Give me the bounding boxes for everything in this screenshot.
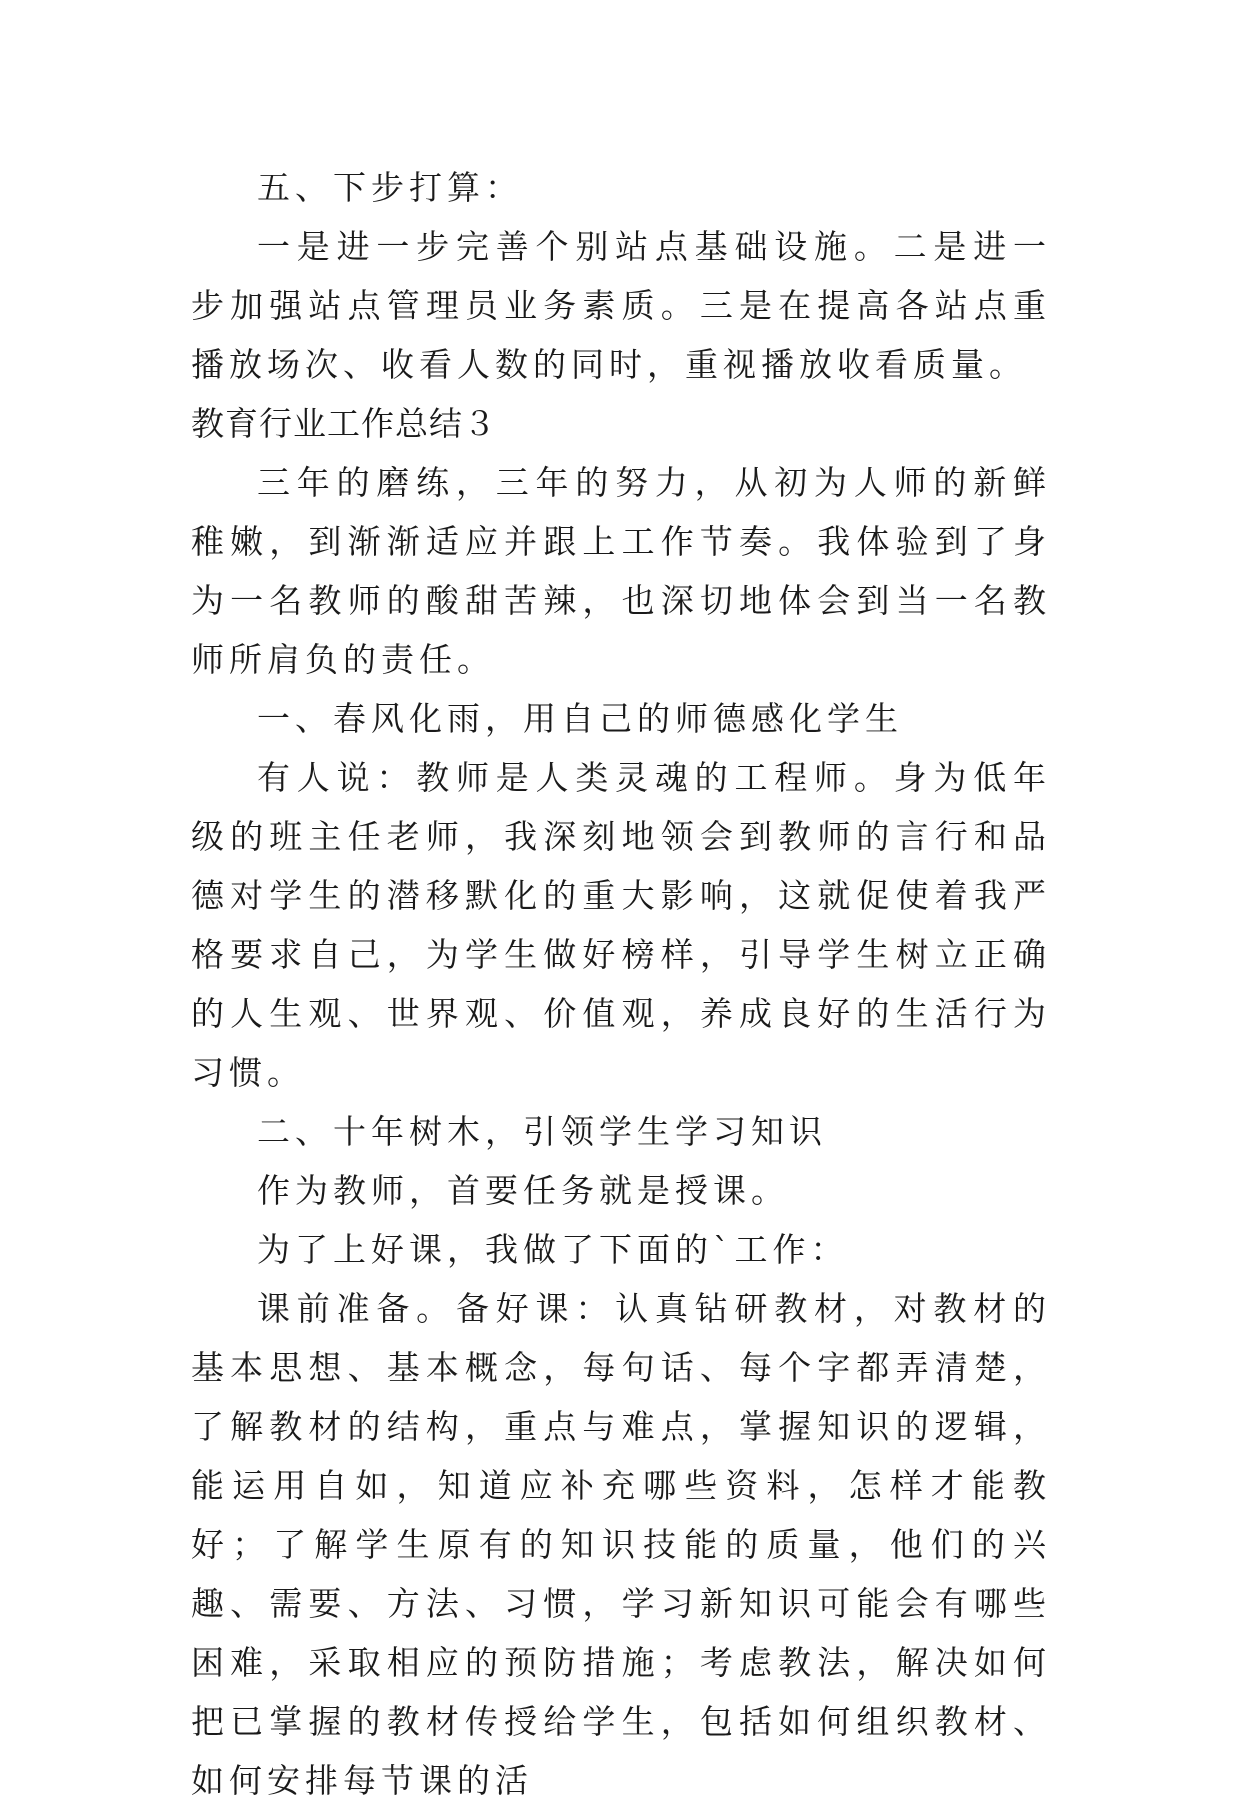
section-heading-next-plan: 五、下步打算：	[257, 168, 523, 207]
body-paragraph: 有人说：教师是人类灵魂的工程师。身为低年级的班主任老师，我深刻地领会到教师的言行和品德对学生的潜移默化的重大影响，这就促使着我严格要求自己，为学生做好榜样，引导学生树立正确的人生观、世界观、价值观，养成良好的生活行为习惯。	[191, 758, 1051, 1092]
body-paragraph: 课前准备。备好课：认真钻研教材，对教材的基本思想、基本概念，每句话、每个字都弄清楚，了解教材的结构，重点与难点，掌握知识的逻辑，能运用自如，知道应补充哪些资料，怎样才能教好；了解学生原有的知识技能的质量，他们的兴趣、需要、方法、习惯，学习新知识可能会有哪些困难，采取相应的预防措施；考虑教法，解决如何把已掌握的教材传授给学生，包括如何组织教材、如何安排每节课的活	[191, 1289, 1051, 1800]
document-title: 教育行业工作总结３	[191, 404, 497, 443]
body-paragraph: 一是进一步完善个别站点基础设施。二是进一步加强站点管理员业务素质。三是在提高各站点重播放场次、收看人数的同时，重视播放收看质量。	[191, 227, 1051, 384]
body-paragraph: 三年的磨练，三年的努力，从初为人师的新鲜稚嫩，到渐渐适应并跟上工作节奏。我体验到了身为一名教师的酸甜苦辣，也深切地体会到当一名教师所肩负的责任。	[191, 463, 1051, 679]
body-paragraph: 为了上好课，我做了下面的`工作：	[257, 1230, 849, 1269]
body-paragraph: 作为教师，首要任务就是授课。	[257, 1171, 789, 1210]
section-heading-knowledge: 二、十年树木，引领学生学习知识	[257, 1112, 827, 1151]
section-heading-moral: 一、春风化雨，用自己的师德感化学生	[257, 699, 903, 738]
document-page	[191, 158, 1051, 1810]
